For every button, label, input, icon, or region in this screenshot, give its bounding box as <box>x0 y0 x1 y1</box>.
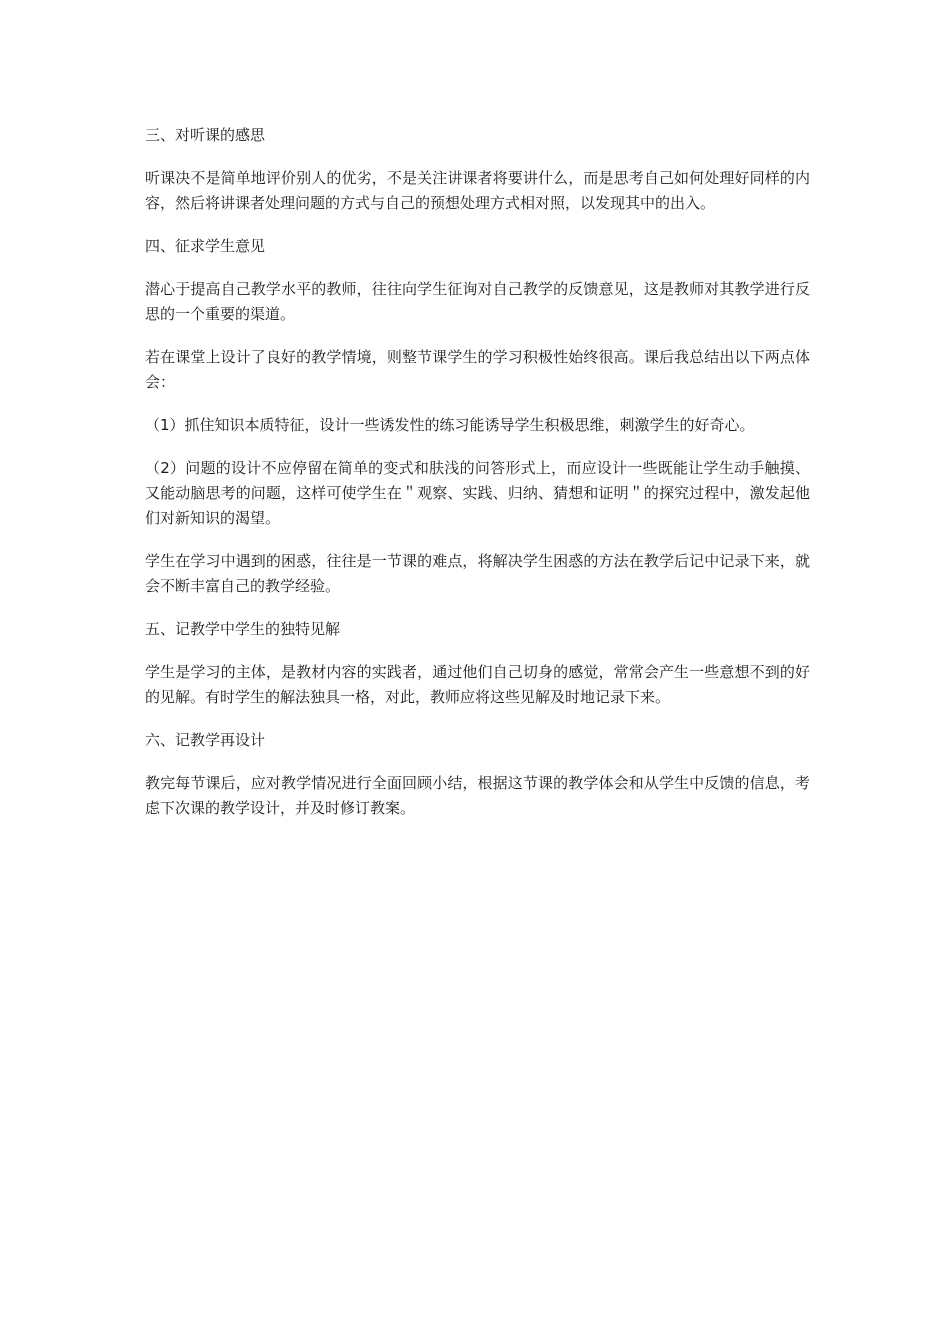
section-heading-6: 六、记教学再设计 <box>145 731 266 749</box>
paragraph: 若在课堂上设计了良好的教学情境，则整节课学生的学习积极性始终很高。课后我总结出以下两点体会： <box>145 348 810 391</box>
section-heading-4: 四、征求学生意见 <box>145 237 266 255</box>
paragraph: 学生是学习的主体，是教材内容的实践者，通过他们自己切身的感觉，常常会产生一些意想不到的好的见解。有时学生的解法独具一格，对此，教师应将这些见解及时地记录下来。 <box>145 663 810 706</box>
paragraph: 潜心于提高自己教学水平的教师，往往向学生征询对自己教学的反馈意见，这是教师对其教学进行反思的一个重要的渠道。 <box>145 280 810 323</box>
list-item: （1）抓住知识本质特征，设计一些诱发性的练习能诱导学生积极思维，刺激学生的好奇心。 <box>145 416 755 434</box>
list-item: （2）问题的设计不应停留在简单的变式和肤浅的问答形式上，而应设计一些既能让学生动手触摸、又能动脑思考的问题，这样可使学生在＂观察、实践、归纳、猜想和证明＂的探究过程中，激发起他们对新知识的渴望。 <box>145 459 810 527</box>
section-heading-3: 三、对听课的感思 <box>145 126 266 144</box>
document-body <box>145 123 810 839</box>
paragraph: 学生在学习中遇到的困惑，往往是一节课的难点，将解决学生困惑的方法在教学后记中记录下来，就会不断丰富自己的教学经验。 <box>145 552 810 595</box>
paragraph: 教完每节课后，应对教学情况进行全面回顾小结，根据这节课的教学体会和从学生中反馈的信息，考虑下次课的教学设计，并及时修订教案。 <box>145 774 810 817</box>
paragraph: 听课决不是简单地评价别人的优劣，不是关注讲课者将要讲什么，而是思考自己如何处理好同样的内容，然后将讲课者处理问题的方式与自己的预想处理方式相对照，以发现其中的出入。 <box>145 169 810 212</box>
section-heading-5: 五、记教学中学生的独特见解 <box>145 620 341 638</box>
